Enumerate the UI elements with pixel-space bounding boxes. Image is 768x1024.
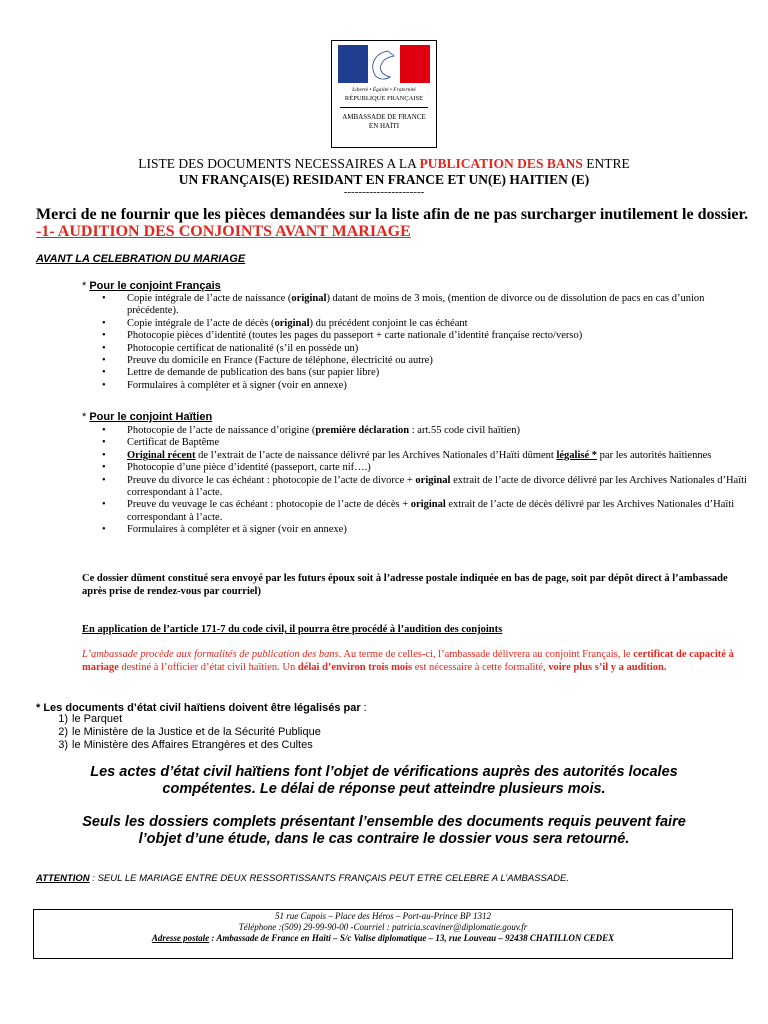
attention-notice — [36, 873, 569, 884]
legalisation-list — [36, 713, 321, 752]
merci-notice: Merci de ne fournir que les pièces demandées sur la liste afin de ne pas surcharger inutilement le dossier. — [36, 206, 749, 223]
footer-postal-address: Adresse postale : Ambassade de France en Haïti – S/c Valise diplomatique – 13, rue Louveau – 92438 CHATILLON CEDEX — [151, 933, 615, 943]
list-item: 1) le Parquet — [58, 713, 123, 725]
list-item: • Lettre de demande de publication des bans (sur papier libre) — [100, 367, 750, 379]
attention-label: ATTENTION — [36, 873, 90, 884]
list-item: • Preuve du divorce le cas échéant : photocopie de l’acte de divorce + original extrait de l’acte de divorce délivré par les Archives Nationales d’Haïti correspondant à l’acte. — [100, 475, 750, 500]
verification-notice-line1: Les actes d’état civil haïtiens font l’objet de vérifications auprès des autorités locales — [90, 764, 678, 780]
audition-heading: -1- AUDITION DES CONJOINTS AVANT MARIAGE — [36, 223, 411, 240]
document-subtitle: UN FRANÇAIS(E) RESIDANT EN FRANCE ET UN(E) HAITIEN (E) — [178, 172, 590, 187]
haitien-document-list — [100, 425, 750, 537]
title-part1: LISTE DES DOCUMENTS NECESSAIRES A LA — [138, 156, 420, 171]
list-item: • Copie intégrale de l’acte de naissance (original) datant de moins de 3 mois, (mention de divorce ou de dissolution de pacs en cas d’union précédente). — [100, 293, 750, 318]
article-note: En application de l’article 171-7 du code civil, il pourra être procédé à l’audition des conjoints — [82, 624, 503, 635]
list-item: 2) le Ministère de la Justice et de la Sécurité Publique — [58, 726, 321, 738]
logo-embassy-line1: AMBASSADE DE FRANCE — [342, 113, 426, 121]
embassy-logo — [331, 40, 437, 148]
logo-embassy — [336, 113, 432, 131]
footer-address-box — [33, 909, 733, 959]
title-part3: ENTRE — [582, 156, 630, 171]
flag-red-band — [400, 45, 430, 83]
complete-dossier-line1: Seuls les dossiers complets présentant l’ensemble des documents requis peuvent faire — [82, 814, 686, 830]
list-item: • Photocopie certificat de nationalité (s’il en possède un) — [100, 343, 750, 355]
complete-dossier-notice — [0, 814, 768, 848]
list-item: • Copie intégrale de l’acte de décès (original) du précédent conjoint le cas échéant — [100, 318, 750, 330]
francais-document-list — [100, 293, 750, 392]
list-item: • Certificat de Baptême — [100, 437, 750, 449]
marianne-logo-icon — [332, 41, 436, 85]
list-item: • Original récent de l’extrait de l’acte de naissance délivré par les Archives Nationales d’Haïti dûment légalisé * par les autorités haïtiennes — [100, 450, 750, 462]
section-francais-heading — [82, 280, 221, 292]
ambassade-procedure-note: L’ambassade procède aux formalités de publication des bans. Au terme de celles-ci, l’ambassade délivrera au conjoint Français, le certificat de capacité à mariage destiné à l’officier d’état civil haïtien. Un délai d’environ trois mois est nécessaire à cette formalité, voire plus s’il y a audition. — [82, 649, 734, 673]
title-highlight: PUBLICATION DES BANS — [419, 156, 583, 171]
list-item: • Photocopie pièces d’identité (toutes les pages du passeport + carte nationale d’identité française recto/verso) — [100, 330, 750, 342]
legalisation-heading: * Les documents d’état civil haïtiens doivent être légalisés par : — [36, 702, 367, 714]
list-item: • Photocopie de l’acte de naissance d’origine (première déclaration : art.55 code civil haïtien) — [100, 425, 750, 437]
list-item: • Formulaires à compléter et à signer (voir en annexe) — [100, 524, 750, 536]
flag-blue-band — [338, 45, 368, 83]
logo-embassy-line2: EN HAÏTI — [368, 122, 400, 130]
footer-street-address: 51 rue Capois – Place des Héros – Port-au-Prince BP 1312 — [275, 911, 491, 921]
section-star: * — [82, 411, 90, 423]
list-item: • Photocopie d’une pièce d’identité (passeport, carte nif….) — [100, 462, 750, 474]
title-dashes: ---------------------- — [343, 186, 425, 198]
list-item: • Preuve du veuvage le cas échéant : photocopie de l’acte de décès + original extrait de l’acte de décès délivré par les Archives Nationales d’Haïti correspondant à l’acte. — [100, 499, 750, 524]
attention-text: : SEUL LE MARIAGE ENTRE DEUX RESSORTISSANTS FRANÇAIS PEUT ETRE CELEBRE A L’AMBASSADE. — [89, 873, 570, 884]
section-haitien-heading — [82, 411, 212, 423]
section-haitien-label: Pour le conjoint Haïtien — [89, 411, 213, 423]
list-item: 3) le Ministère des Affaires Etrangères et des Cultes — [58, 739, 313, 751]
footer-contact: Téléphone :(509) 29-99-90-00 -Courriel : patricia.scaviner@diplomatie.gouv.fr — [238, 922, 528, 932]
list-item: • Preuve du domicile en France (Facture de téléphone, électricité ou autre) — [100, 355, 750, 367]
verification-notice-line2: compétentes. Le délai de réponse peut atteindre plusieurs mois. — [162, 781, 606, 797]
logo-divider — [340, 107, 428, 108]
section-francais-label: Pour le conjoint Français — [89, 280, 221, 292]
logo-republic: RÉPUBLIQUE FRANÇAISE — [344, 95, 424, 102]
list-item: • Formulaires à compléter et à signer (voir en annexe) — [100, 380, 750, 392]
document-title — [0, 156, 768, 172]
dossier-note: Ce dossier dûment constitué sera envoyé par les futurs époux soit à l’adresse postale indiquée en bas de page, soit par dépôt direct à l’ambassade après prise de rendez-vous par courriel) — [82, 573, 728, 597]
verification-notice — [0, 764, 768, 798]
complete-dossier-line2: l’objet d’une étude, dans le cas contraire le dossier vous sera retourné. — [138, 831, 630, 847]
avant-celebration-heading: AVANT LA CELEBRATION DU MARIAGE — [36, 253, 246, 265]
logo-motto: Liberté • Égalité • Fraternité — [352, 87, 416, 93]
section-star: * — [82, 280, 90, 292]
